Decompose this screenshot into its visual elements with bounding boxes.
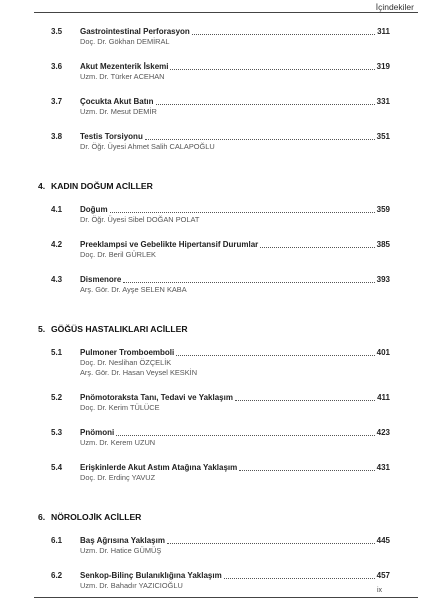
entry-page-number: 423 — [376, 428, 390, 437]
entry-number: 6.2 — [51, 571, 63, 580]
entry-title[interactable]: Pulmoner Tromboemboli — [80, 348, 175, 357]
dot-leader — [170, 69, 374, 70]
entry-number: 5.2 — [51, 393, 63, 402]
entry-page-number: 331 — [376, 97, 390, 106]
entry-number: 6.1 — [51, 536, 63, 545]
entry-page-number: 457 — [376, 571, 390, 580]
chapter-heading — [38, 511, 390, 523]
entry-number: 4.2 — [51, 240, 63, 249]
entry-title-line — [80, 131, 390, 142]
dot-leader — [145, 139, 375, 140]
entry-title[interactable]: Baş Ağrısına Yaklaşım — [80, 536, 165, 545]
dot-leader — [260, 247, 374, 248]
entry-page-number: 351 — [376, 132, 390, 141]
entry-title-line — [80, 61, 390, 72]
entry-body — [80, 61, 390, 82]
dot-leader — [192, 34, 375, 35]
entry-body — [80, 239, 390, 260]
entry-page-number: 393 — [376, 275, 390, 284]
entry-author: Uzm. Dr. Kerem UZUN — [80, 438, 156, 447]
table-of-contents — [38, 26, 390, 605]
entry-title[interactable]: Pnömotoraksta Tanı, Tedavi ve Yaklaşım — [80, 393, 233, 402]
chapter-number: 5. — [38, 324, 46, 334]
footer-rule — [34, 597, 418, 598]
entry-body — [80, 392, 390, 413]
entry-title[interactable]: Dismenore — [80, 275, 122, 284]
entry-body — [80, 347, 390, 378]
entry-title-line — [80, 96, 390, 107]
entry-number: 5.4 — [51, 463, 63, 472]
entry-title[interactable]: Testis Torsiyonu — [80, 132, 143, 141]
toc-entry[interactable] — [38, 570, 390, 591]
entry-number: 5.3 — [51, 428, 63, 437]
entry-body — [80, 131, 390, 152]
dot-leader — [235, 400, 375, 401]
entry-author: Doç. Dr. Gökhan DEMİRAL — [80, 37, 170, 46]
toc-entry[interactable] — [38, 392, 390, 413]
entry-body — [80, 96, 390, 117]
entry-author: Dr. Öğr. Üyesi Ahmet Salih CALAPOĞLU — [80, 142, 215, 151]
entry-number: 3.6 — [51, 62, 63, 71]
entry-title-line — [80, 26, 390, 37]
toc-entry[interactable] — [38, 462, 390, 483]
dot-leader — [239, 470, 374, 471]
toc-entry[interactable] — [38, 131, 390, 152]
toc-entry[interactable] — [38, 239, 390, 260]
entry-author: Uzm. Dr. Mesut DEMİR — [80, 107, 157, 116]
toc-entry[interactable] — [38, 347, 390, 378]
entry-title-line — [80, 239, 390, 250]
entry-title-line — [80, 535, 390, 546]
chapter-number: 4. — [38, 181, 46, 191]
page-number: ix — [376, 587, 382, 594]
header-rule — [34, 12, 418, 13]
running-header: İçindekiler — [375, 2, 414, 12]
entry-number: 3.5 — [51, 27, 63, 36]
entry-page-number: 311 — [377, 27, 390, 36]
entry-title[interactable]: Doğum — [80, 205, 108, 214]
toc-entry[interactable] — [38, 535, 390, 556]
entry-page-number: 401 — [376, 348, 390, 357]
entry-title-line — [80, 462, 390, 473]
entry-body — [80, 274, 390, 295]
entry-page-number: 385 — [376, 240, 390, 249]
entry-body — [80, 570, 390, 591]
entry-title[interactable]: Akut Mezenterik İskemi — [80, 62, 169, 71]
entry-title-line — [80, 204, 390, 215]
entry-page-number: 319 — [376, 62, 390, 71]
entry-title-line — [80, 347, 390, 358]
entry-body — [80, 427, 390, 448]
entry-body — [80, 26, 390, 47]
entry-title[interactable]: Gastrointestinal Perforasyon — [80, 27, 190, 36]
chapter-title: KADIN DOĞUM ACİLLER — [51, 181, 153, 191]
entry-author: Uzm. Dr. Bahadır YAZICIOĞLU — [80, 581, 183, 590]
entry-title[interactable]: Erişkinlerde Akut Astım Atağına Yaklaşım — [80, 463, 238, 472]
entry-title-line — [80, 392, 390, 403]
entry-title[interactable]: Çocukta Akut Batın — [80, 97, 154, 106]
dot-leader — [156, 104, 375, 105]
entry-page-number: 411 — [377, 393, 390, 402]
dot-leader — [110, 212, 375, 213]
entry-author: Doç. Dr. Beril GÜRLEK — [80, 250, 156, 259]
entry-number: 4.1 — [51, 205, 63, 214]
dot-leader — [167, 543, 375, 544]
toc-entry[interactable] — [38, 61, 390, 82]
entry-number: 3.8 — [51, 132, 63, 141]
chapter-number: 6. — [38, 512, 46, 522]
entry-author: Uzm. Dr. Türker ACEHAN — [80, 72, 165, 81]
entry-page-number: 445 — [376, 536, 390, 545]
dot-leader — [176, 355, 374, 356]
entry-title-line — [80, 274, 390, 285]
entry-author: Doç. Dr. Kerim TÜLÜCE — [80, 403, 160, 412]
toc-entry[interactable] — [38, 274, 390, 295]
entry-page-number: 431 — [376, 463, 390, 472]
toc-entry[interactable] — [38, 204, 390, 225]
entry-number: 5.1 — [51, 348, 63, 357]
entry-body — [80, 462, 390, 483]
entry-number: 3.7 — [51, 97, 63, 106]
chapter-title: NÖROLOJİK ACİLLER — [51, 512, 142, 522]
entry-title[interactable]: Preeklampsi ve Gebelikte Hipertansif Durumlar — [80, 240, 259, 249]
entry-body — [80, 535, 390, 556]
toc-entry[interactable] — [38, 96, 390, 117]
entry-author: Arş. Gör. Dr. Ayşe SELEN KABA — [80, 285, 187, 294]
toc-entry[interactable] — [38, 427, 390, 448]
chapter-heading — [38, 180, 390, 192]
entry-page-number: 359 — [376, 205, 390, 214]
entry-title-line — [80, 427, 390, 438]
entry-author: Doç. Dr. Erdinç YAVUZ — [80, 473, 156, 482]
entry-author: Uzm. Dr. Hatice GÜMÜŞ — [80, 546, 162, 555]
toc-entry[interactable] — [38, 26, 390, 47]
entry-title-line — [80, 570, 390, 581]
chapter-title: GÖĞÜS HASTALIKLARI ACİLLER — [51, 324, 188, 334]
entry-title[interactable]: Pnömoni — [80, 428, 115, 437]
entry-title[interactable]: Senkop-Bilinç Bulanıklığına Yaklaşım — [80, 571, 222, 580]
entry-author: Arş. Gör. Dr. Hasan Veysel KESKİN — [80, 368, 198, 377]
dot-leader — [123, 282, 374, 283]
dot-leader — [224, 578, 375, 579]
entry-author: Dr. Öğr. Üyesi Sibel DOĞAN POLAT — [80, 215, 200, 224]
chapter-heading — [38, 323, 390, 335]
entry-number: 4.3 — [51, 275, 63, 284]
entry-body — [80, 204, 390, 225]
entry-author: Doç. Dr. Neslihan ÖZÇELİK — [80, 358, 172, 367]
dot-leader — [116, 435, 374, 436]
